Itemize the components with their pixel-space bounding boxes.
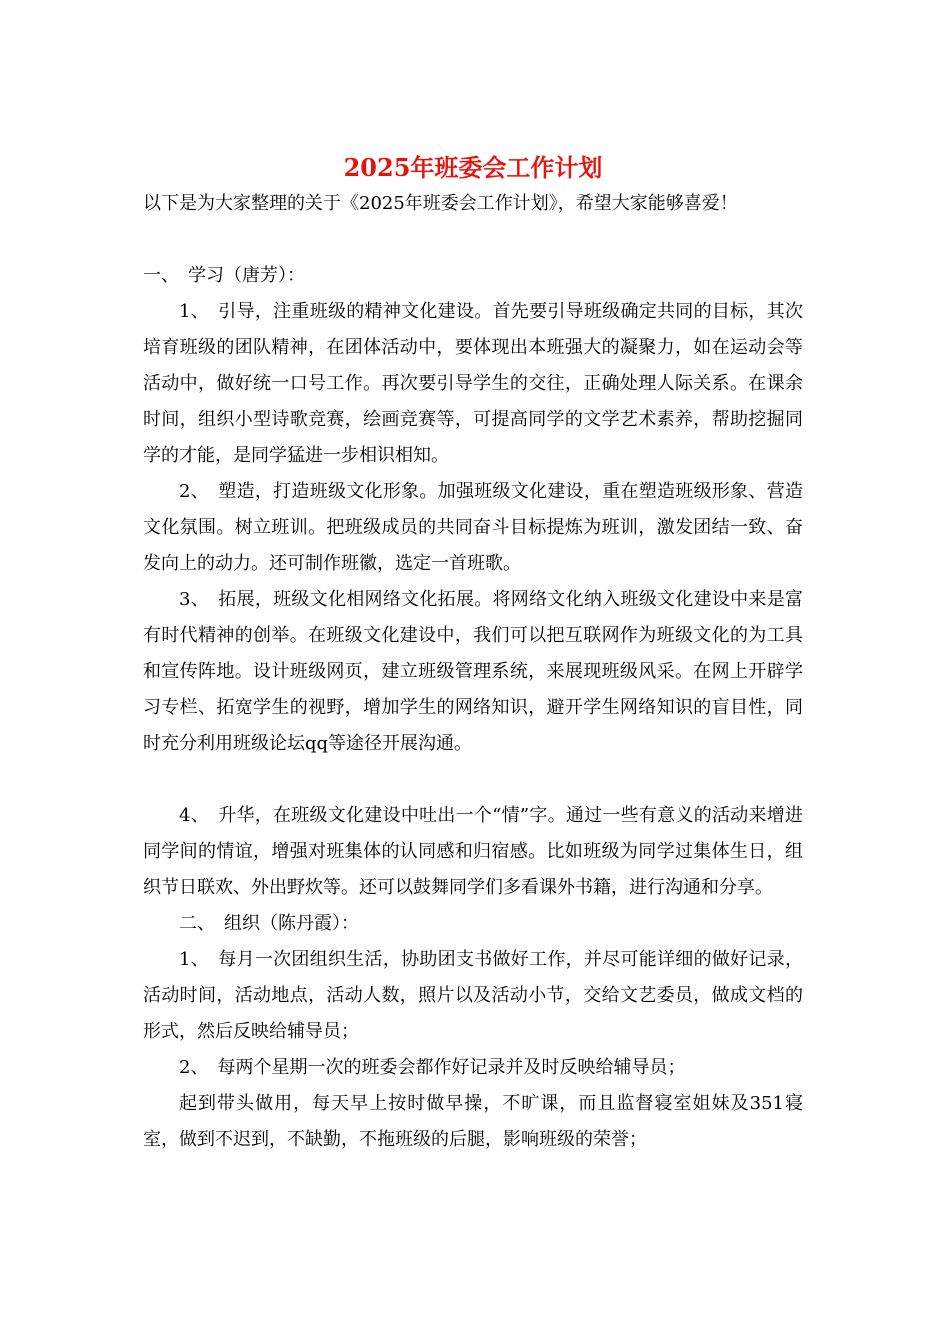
section-heading-organization: 二、 组织（陈丹霞）：: [179, 913, 359, 934]
organization-item-2: 2、 每两个星期一次的班委会都作好记录并及时反映给辅导员；: [179, 1057, 686, 1078]
blank-line: [143, 762, 803, 798]
organization-item-3: 起到带头做用，每天早上按时做早操，不旷课，而且监督寝室姐妹及351寝室，做到不迟到，不缺勤，不拖班级的后腿，影响班级的荣誉；: [143, 1093, 803, 1150]
study-item-3: 3、 拓展，班级文化相网络文化拓展。将网络文化纳入班级文化建设中来是富有时代精神的创举。在班级文化建设中，我们可以把互联网作为班级文化的为工具和宣传阵地。设计班级网页，建立班级管理系统，来展现班级风采。在网上开辟学习专栏、拓宽学生的视野，增加学生的网络知识，避开学生网络知识的盲目性，同时充分利用班级论坛qq等途径开展沟通。: [143, 589, 803, 754]
study-item-1: 1、 引导，注重班级的精神文化建设。首先要引导班级确定共同的目标，其次培育班级的团队精神，在团体活动中，要体现出本班强大的凝聚力，如在运动会等活动中，做好统一口号工作。再次要引导学生的交往，正确处理人际关系。在课余时间，组织小型诗歌竞赛，绘画竞赛等，可提高同学的文学艺术素养，帮助挖掘同学的才能，是同学猛进一步相识相知。: [143, 301, 803, 466]
blank-line: [143, 222, 803, 258]
document-title: 2025年班委会工作计划: [343, 153, 603, 182]
document-body: [143, 150, 803, 1158]
study-item-2: 2、 塑造，打造班级文化形象。加强班级文化建设，重在塑造班级形象、营造文化氛围。树立班训。把班级成员的共同奋斗目标提炼为班训，激发团结一致、奋发向上的动力。还可制作班徽，选定一首班歌。: [143, 481, 803, 574]
intro-paragraph: 以下是为大家整理的关于《2025年班委会工作计划》，希望大家能够喜爱！: [143, 193, 738, 214]
study-item-4: 4、 升华，在班级文化建设中吐出一个“情”字。通过一些有意义的活动来增进同学间的情谊，增强对班集体的认同感和归宿感。比如班级为同学过集体生日，组织节日联欢、外出野炊等。还可以鼓舞同学们多看课外书籍，进行沟通和分享。: [143, 805, 803, 898]
section-heading-study: 一、 学习（唐芳）：: [143, 265, 305, 286]
organization-item-1: 1、 每月一次团组织生活，协助团支书做好工作，并尽可能详细的做好记录，活动时间，活动地点，活动人数，照片以及活动小节，交给文艺委员，做成文档的形式，然后反映给辅导员；: [143, 949, 803, 1042]
